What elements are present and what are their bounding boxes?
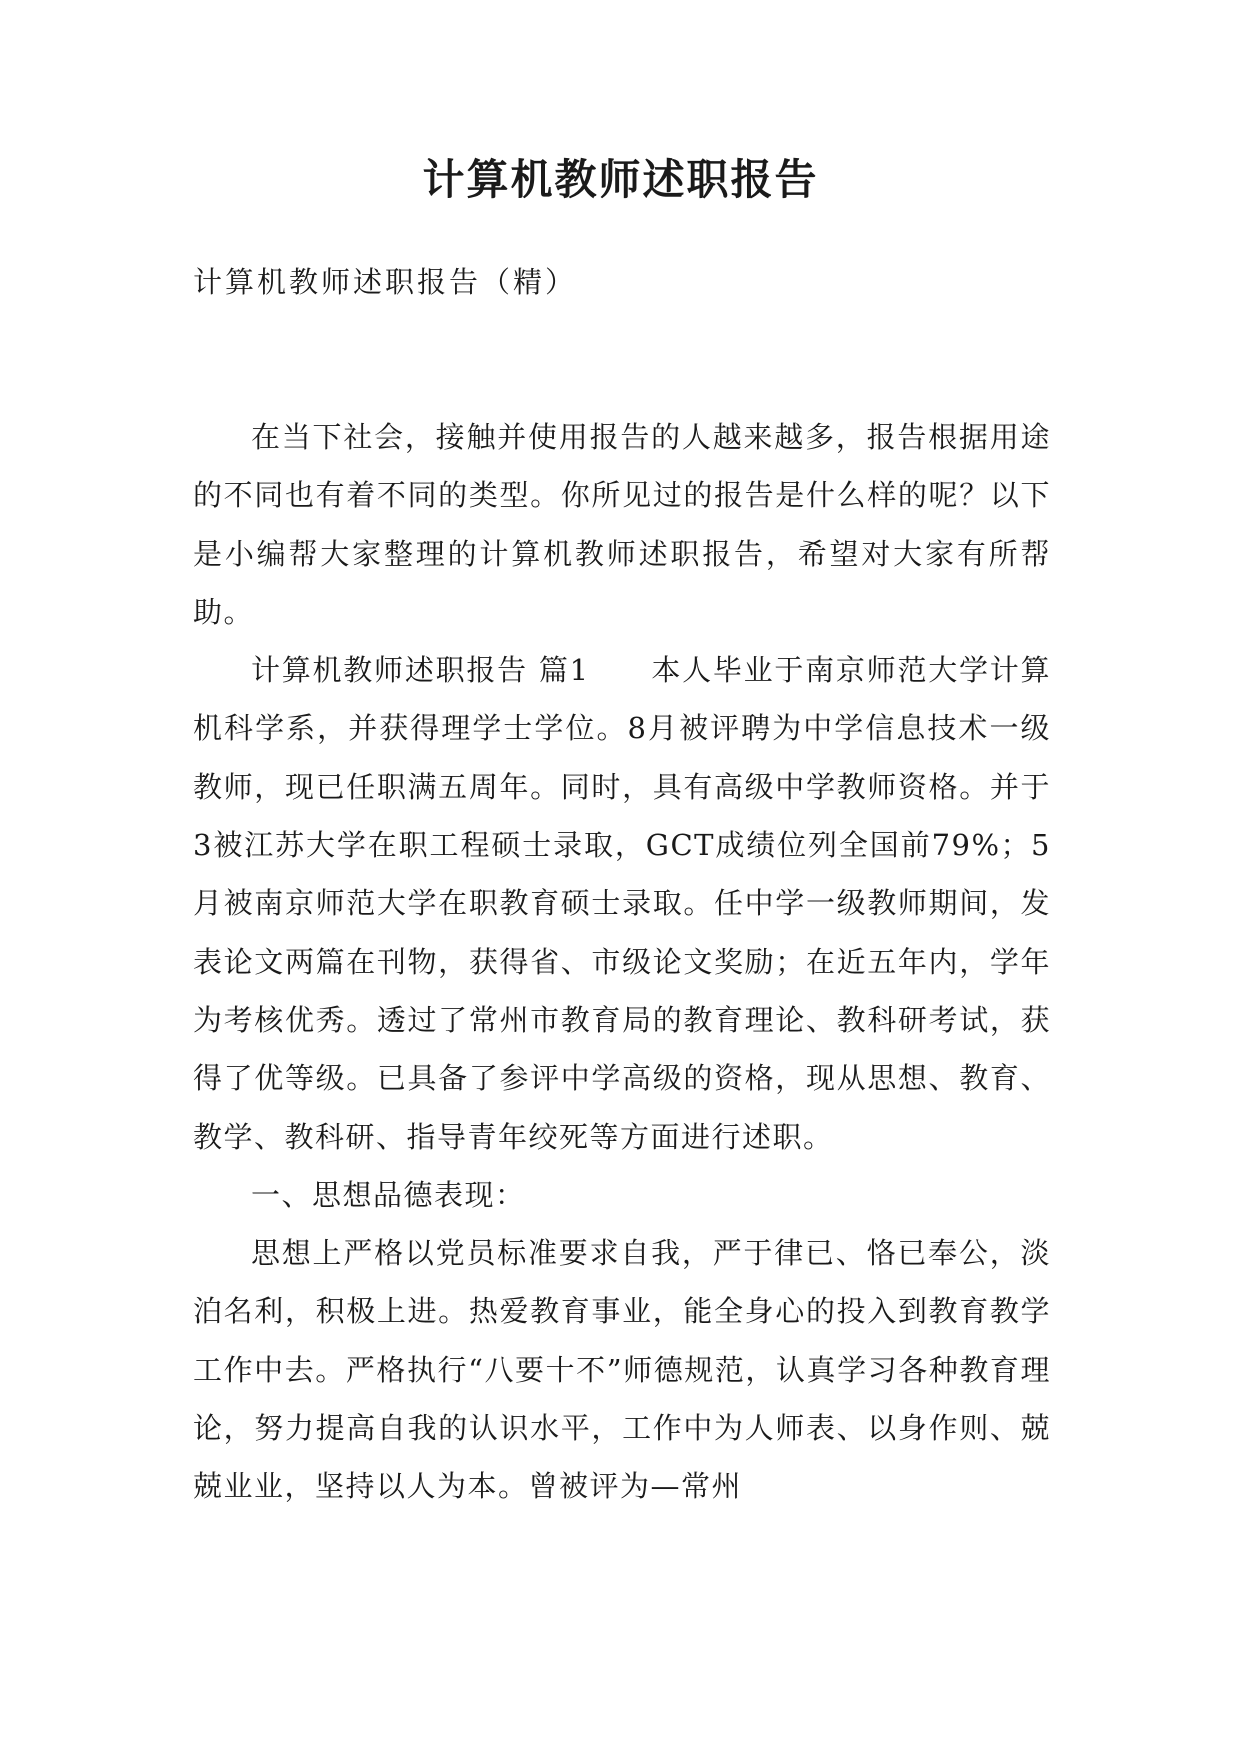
paragraph-section-1: 计算机教师述职报告 篇1 本人毕业于南京师范大学计算机科学系，并获得理学士学位。8月被评聘为中学信息技术一级教师，现已任职满五周年。同时，具有高级中学教师资格。并于3被江苏大学在职工程硕士录取，GCT成绩位列全国前79%；5月被南京师范大学在职教育硕士录取。任中学一级教师期间，发表论文两篇在刊物，获得省、市级论文奖励；在近五年内，学年为考核优秀。透过了常州市教育局的教育理论、教科研考试，获得了优等级。已具备了参评中学高级的资格，现从思想、教育、教学、教科研、指导青年绞死等方面进行述职。 (193, 653, 1051, 1154)
document-title: 计算机教师述职报告 (422, 155, 819, 204)
document-body (193, 408, 1051, 1516)
paragraph-intro: 在当下社会，接触并使用报告的人越来越多，报告根据用途的不同也有着不同的类型。你所见过的报告是什么样的呢？以下是小编帮大家整理的计算机教师述职报告，希望对大家有所帮助。 (193, 420, 1051, 629)
paragraph-ideology: 思想上严格以党员标准要求自我，严于律已、恪已奉公，淡泊名利，积极上进。热爱教育事业，能全身心的投入到教育教学工作中去。严格执行“八要十不”师德规范，认真学习各种教育理论，努力提高自我的认识水平，工作中为人师表、以身作则、兢兢业业，坚持以人为本。曾被评为—常州 (193, 1236, 1051, 1504)
document-subtitle: 计算机教师述职报告（精） (193, 265, 578, 299)
section-heading-ideology: 一、思想品德表现： (251, 1177, 526, 1212)
